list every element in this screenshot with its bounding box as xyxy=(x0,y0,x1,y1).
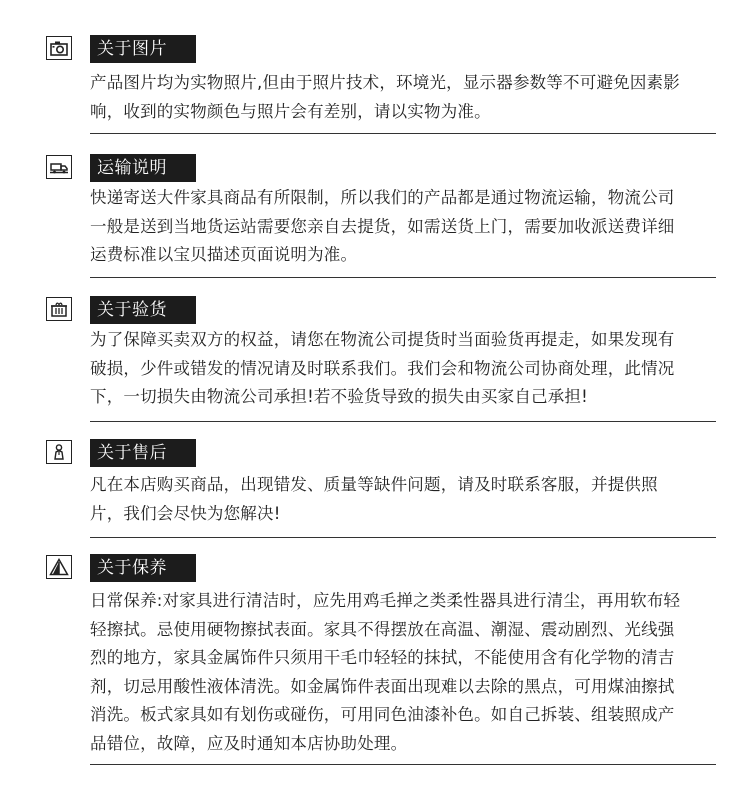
section-body: 日常保养:对家具进行清洁时，应先用鸡毛掸之类柔性器具进行清尘，再用软布轻轻擦拭。忌使用硬物擦拭表面。家具不得摆放在高温、潮湿、震动剧烈、光线强烈的地方，家具金属饰件只须用干毛巾轻轻的抹拭，不能使用含有化学物的清吉剂，切忌用酸性液体清洗。如金属饰件表面出现难以去除的黑点，可用煤油擦拭消洗。板式家具如有划伤或碰伤，可用同色油漆补色。如自己拆装、组装照成产品错位，故障，应及时通知本店协助处理。 xyxy=(90,591,681,753)
warning-triangle-icon xyxy=(46,555,72,579)
section-divider xyxy=(90,421,716,422)
section-title: 运输说明 xyxy=(90,154,196,182)
section-divider xyxy=(90,133,716,134)
camera-icon xyxy=(46,36,72,60)
section-body: 产品图片均为实物照片,但由于照片技术，环境光，显示器参数等不可避免因素影响，收到的实物颜色与照片会有差别，请以实物为准。 xyxy=(90,73,680,121)
truck-icon xyxy=(46,155,72,179)
section-title: 关于验货 xyxy=(90,296,196,324)
gift-box-icon xyxy=(46,297,72,321)
section-title: 关于售后 xyxy=(90,439,196,467)
section-title: 关于保养 xyxy=(90,554,196,582)
section-title: 关于图片 xyxy=(90,35,196,63)
section-body: 快递寄送大件家具商品有所限制，所以我们的产品都是通过物流运输，物流公司一般是送到当地货运站需要您亲自去提货，如需送货上门，需要加收派送费详细运费标准以宝贝描述页面说明为准。 xyxy=(90,188,675,264)
service-person-icon xyxy=(46,440,72,464)
section-body: 凡在本店购买商品，出现错发、质量等缺件问题，请及时联系客服，并提供照片，我们会尽快为您解决! xyxy=(90,475,658,523)
section-divider xyxy=(90,537,716,538)
section-body: 为了保障买卖双方的权益，请您在物流公司提货时当面验货再提走，如果发现有破损，少件或错发的情况请及时联系我们。我们会和物流公司协商处理，此情况下，一切损失由物流公司承担!若不验货导致的损失由买家自己承担! xyxy=(90,330,675,406)
section-divider xyxy=(90,277,716,278)
section-divider xyxy=(90,764,716,765)
